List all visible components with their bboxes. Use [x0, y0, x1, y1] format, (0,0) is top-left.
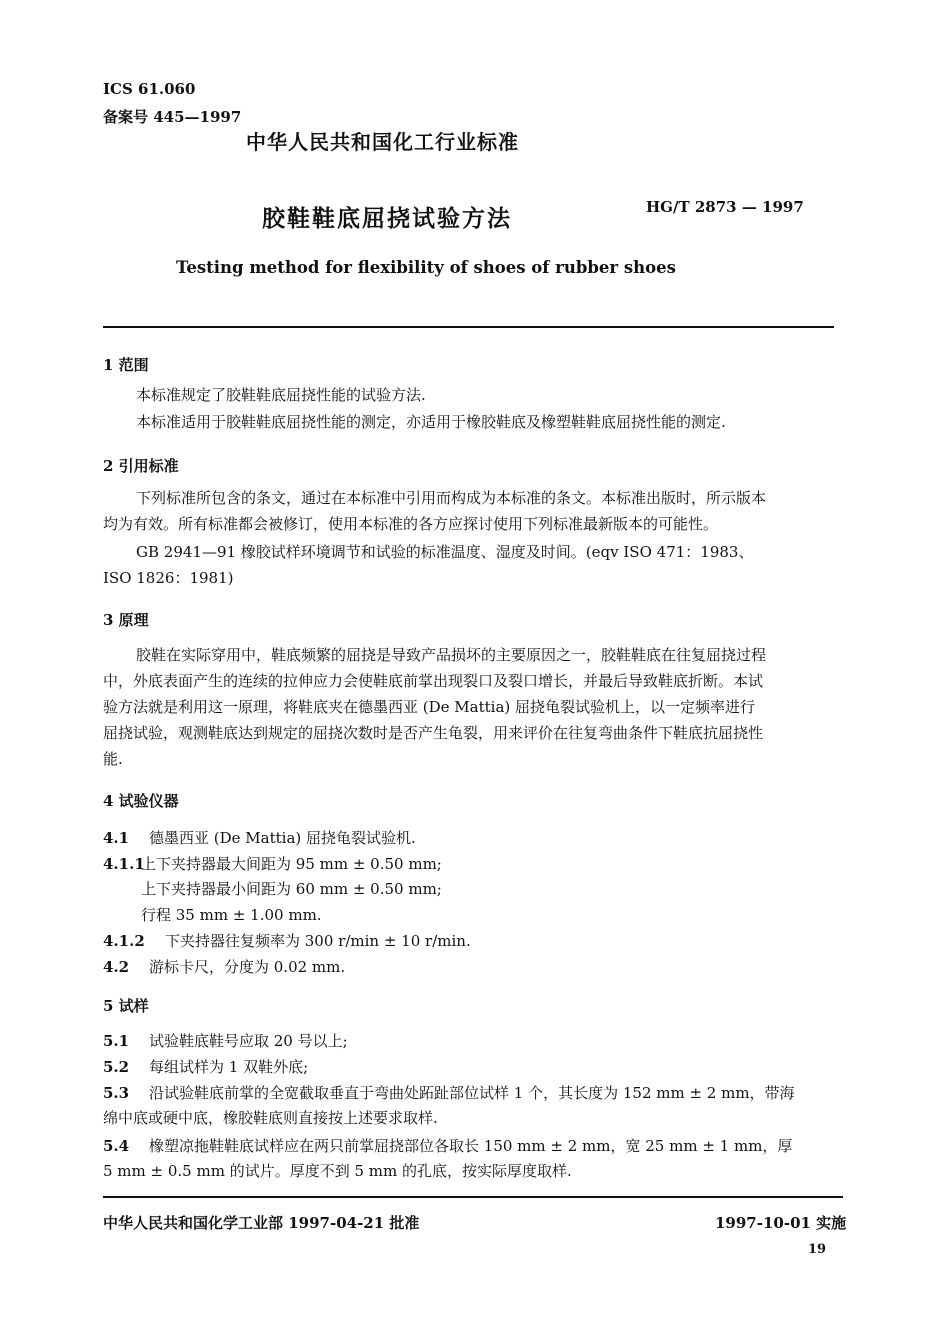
- item-text: 游标卡尺，分度为 0.02 mm.: [149, 958, 346, 976]
- section-3-line-1: 胶鞋在实际穿用中，鞋底频繁的屈挠是导致产品损坏的主要原因之一，胶鞋鞋底在往复屈挠过程: [136, 646, 767, 664]
- item-text: 每组试样为 1 双鞋外底;: [149, 1058, 309, 1076]
- item-text: 试验鞋底鞋号应取 20 号以上;: [149, 1032, 348, 1050]
- item-number: 4.1.2: [103, 932, 145, 950]
- footer-rule: [103, 1196, 843, 1198]
- item-number: 4.1: [103, 829, 130, 847]
- item-4-1-1-line-3: 行程 35 mm ± 1.00 mm.: [141, 906, 322, 924]
- section-4-heading: 4 试验仪器: [103, 792, 179, 810]
- item-text: 沿试验鞋底前掌的全宽截取垂直于弯曲处跖趾部位试样 1 个，其长度为 152 mm ± 2 mm，带海: [149, 1084, 795, 1102]
- header-rule: [103, 326, 834, 328]
- ministry-title: 中华人民共和国化工行业标准: [246, 130, 519, 154]
- document-title-cn: 胶鞋鞋底屈挠试验方法: [262, 205, 512, 232]
- record-number: 备案号 445—1997: [103, 108, 242, 126]
- section-3-line-4: 屈挠试验，观测鞋底达到规定的屈挠次数时是否产生龟裂，用来评价在往复弯曲条件下鞋底抗屈挠性: [103, 724, 764, 742]
- item-5-1: [103, 1029, 348, 1054]
- item-number: 4.1.1: [103, 855, 145, 873]
- section-2-heading: 2 引用标准: [103, 457, 179, 475]
- item-number: 5.4: [103, 1137, 130, 1155]
- section-3-heading: 3 原理: [103, 611, 149, 629]
- item-text: 德墨西亚 (De Mattia) 屈挠龟裂试验机.: [149, 829, 416, 847]
- item-number: 5.2: [103, 1058, 130, 1076]
- item-5-2: [103, 1055, 308, 1080]
- section-1-para-2: 本标准适用于胶鞋鞋底屈挠性能的测定，亦适用于橡胶鞋底及橡塑鞋鞋底屈挠性能的测定.: [136, 413, 726, 431]
- item-text: 橡塑凉拖鞋鞋底试样应在两只前掌屈挠部位各取长 150 mm ± 2 mm，宽 25 mm ± 1 mm，厚: [149, 1137, 793, 1155]
- item-5-3: [103, 1081, 795, 1106]
- item-text: 下夹持器往复频率为 300 r/min ± 10 r/min.: [165, 932, 471, 950]
- section-2-para-1-line-1: 下列标准所包含的条文，通过在本标准中引用而构成为本标准的条文。本标准出版时，所示版本: [136, 489, 767, 507]
- section-3-line-5: 能.: [103, 750, 123, 768]
- implementation-date: 1997-10-01 实施: [715, 1214, 847, 1232]
- item-number: 5.3: [103, 1084, 130, 1102]
- page-number: 19: [808, 1242, 827, 1257]
- item-4-1-2: [103, 929, 471, 954]
- item-5-3-line-2: 绵中底或硬中底，橡胶鞋底则直接按上述要求取样.: [103, 1109, 438, 1127]
- item-4-1-1-line-2: 上下夹持器最小间距为 60 mm ± 0.50 mm;: [141, 880, 442, 898]
- item-4-1: [103, 826, 416, 851]
- item-number: 4.2: [103, 958, 130, 976]
- item-text: 上下夹持器最大间距为 95 mm ± 0.50 mm;: [141, 855, 442, 873]
- section-1-para-1: 本标准规定了胶鞋鞋底屈挠性能的试验方法.: [136, 386, 426, 404]
- document-title-en: Testing method for flexibility of shoes of rubber shoes: [176, 258, 676, 277]
- standard-number: HG/T 2873 — 1997: [646, 198, 804, 216]
- item-5-4-line-2: 5 mm ± 0.5 mm 的试片。厚度不到 5 mm 的孔底，按实际厚度取样.: [103, 1162, 572, 1180]
- section-3-line-3: 验方法就是利用这一原理，将鞋底夹在德墨西亚 (De Mattia) 屈挠龟裂试验机上，以一定频率进行: [103, 698, 756, 716]
- item-number: 5.1: [103, 1032, 130, 1050]
- item-4-2: [103, 955, 345, 980]
- item-5-4: [103, 1134, 792, 1159]
- ics-code: ICS 61.060: [103, 80, 196, 98]
- section-5-heading: 5 试样: [103, 997, 149, 1015]
- approval-line: 中华人民共和国化学工业部 1997-04-21 批准: [103, 1214, 420, 1232]
- section-2-reference-line-1: GB 2941—91 橡胶试样环境调节和试验的标准温度、湿度及时间。(eqv ISO 471：1983、: [136, 543, 754, 561]
- section-2-para-1-line-2: 均为有效。所有标准都会被修订，使用本标准的各方应探讨使用下列标准最新版本的可能性。: [103, 515, 719, 533]
- item-4-1-1: [103, 852, 442, 877]
- section-1-heading: 1 范围: [103, 356, 149, 374]
- section-2-reference-line-2: ISO 1826：1981): [103, 569, 234, 587]
- section-3-line-2: 中，外底表面产生的连续的拉伸应力会使鞋底前掌出现裂口及裂口增长，并最后导致鞋底折断。本试: [103, 672, 764, 690]
